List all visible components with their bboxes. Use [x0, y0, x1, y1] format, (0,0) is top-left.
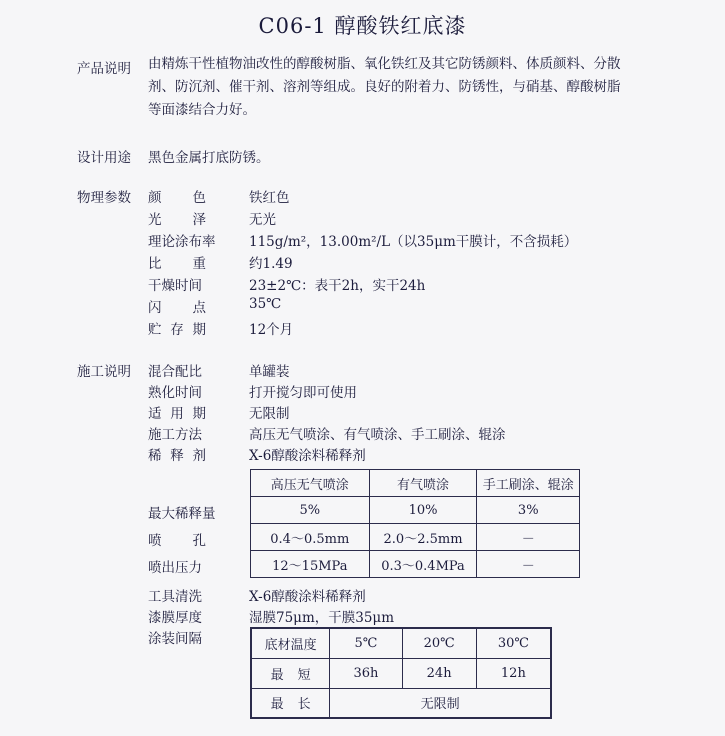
product-desc-label: 产品说明: [77, 61, 131, 77]
param-key: 闪点: [148, 300, 206, 316]
param-key: 干燥时间: [148, 278, 202, 294]
table-header: 高压无气喷涂: [251, 470, 370, 497]
param-key: 工具清洗: [148, 589, 202, 605]
product-desc-text: [148, 53, 643, 122]
table-header: 底材温度: [251, 628, 330, 658]
application-label: 施工说明: [77, 364, 131, 380]
row-label-nozzle: 喷孔: [148, 533, 206, 549]
param-value: 无限制: [249, 406, 290, 422]
table-cell: －: [477, 551, 580, 578]
table-cell: 10%: [369, 497, 477, 524]
product-desc-line: 等面漆结合力好。: [148, 102, 256, 118]
param-value: 无光: [249, 212, 276, 228]
table-row: [251, 688, 551, 718]
table-cell: 0.4～0.5mm: [251, 524, 370, 551]
table-cell: 2.0～2.5mm: [369, 524, 477, 551]
table-header: 有气喷涂: [369, 470, 477, 497]
table-row: [251, 497, 580, 524]
param-value: 打开搅匀即可使用: [249, 385, 357, 401]
param-value: 单罐装: [249, 364, 290, 380]
table-row: [251, 524, 580, 551]
recoat-interval-table: [250, 627, 552, 719]
param-value: 铁红色: [249, 190, 290, 206]
table-cell: 12～15MPa: [251, 551, 370, 578]
design-use-label: 设计用途: [77, 150, 131, 166]
param-key: 颜色: [148, 190, 206, 206]
param-key: 理论涂布率: [148, 234, 216, 250]
table-cell: 3%: [477, 497, 580, 524]
table-cell: [251, 688, 330, 718]
page-title: C06-1 醇酸铁红底漆: [258, 14, 467, 38]
param-key: 施工方法: [148, 427, 202, 443]
param-key: 混合配比: [148, 364, 202, 380]
thinning-table: [250, 469, 580, 578]
table-cell: 无限制: [330, 688, 551, 718]
table-header: 5℃: [330, 628, 402, 658]
table-cell: 12h: [476, 658, 551, 688]
min-label: 最短: [270, 667, 311, 683]
row-label-max-thinning: 最大稀释量: [148, 506, 216, 522]
param-value: 湿膜75μm，干膜35μm: [249, 610, 395, 626]
param-value: 35℃: [249, 296, 282, 312]
table-cell: 36h: [330, 658, 402, 688]
table-row: [251, 658, 551, 688]
param-key: 比重: [148, 256, 206, 272]
table-cell: 24h: [402, 658, 476, 688]
table-header-row: [251, 628, 551, 658]
max-label: 最长: [270, 697, 311, 713]
table-header-row: [251, 470, 580, 497]
table-row: [251, 551, 580, 578]
param-key: 稀释剂: [148, 448, 206, 464]
param-value: 12个月: [249, 322, 294, 338]
param-key: 贮存期: [148, 322, 206, 338]
param-key: 漆膜厚度: [148, 610, 202, 626]
table-cell: －: [477, 524, 580, 551]
table-header: 手工刷涂、辊涂: [477, 470, 580, 497]
table-cell: [251, 658, 330, 688]
product-desc-line: 由精炼干性植物油改性的醇酸树脂、氧化铁红及其它防锈颜料、体质颜料、分散: [148, 56, 621, 72]
param-value: 高压无气喷涂、有气喷涂、手工刷涂、辊涂: [249, 427, 506, 443]
param-value: X-6醇酸涂料稀释剂: [249, 589, 366, 605]
product-desc-line: 剂、防沉剂、催干剂、溶剂等组成。良好的附着力、防锈性，与硝基、醇酸树脂: [148, 79, 621, 95]
param-key: 适用期: [148, 406, 206, 422]
param-key: 熟化时间: [148, 385, 202, 401]
row-label-pressure: 喷出压力: [148, 560, 202, 576]
table-cell: 5%: [251, 497, 370, 524]
param-key: 涂装间隔: [148, 631, 202, 647]
param-value: X-6醇酸涂料稀释剂: [249, 448, 366, 464]
physical-label: 物理参数: [77, 190, 131, 206]
param-value: 115g/m²，13.00m²/L（以35μm干膜计，不含损耗）: [249, 234, 578, 250]
param-value: 23±2℃：表干2h，实干24h: [249, 278, 426, 294]
design-use-text: 黑色金属打底防锈。: [148, 150, 270, 166]
table-cell: 0.3～0.4MPa: [369, 551, 477, 578]
table-header: 30℃: [476, 628, 551, 658]
table-header: 20℃: [402, 628, 476, 658]
param-value: 约1.49: [249, 256, 293, 272]
param-key: 光泽: [148, 212, 206, 228]
